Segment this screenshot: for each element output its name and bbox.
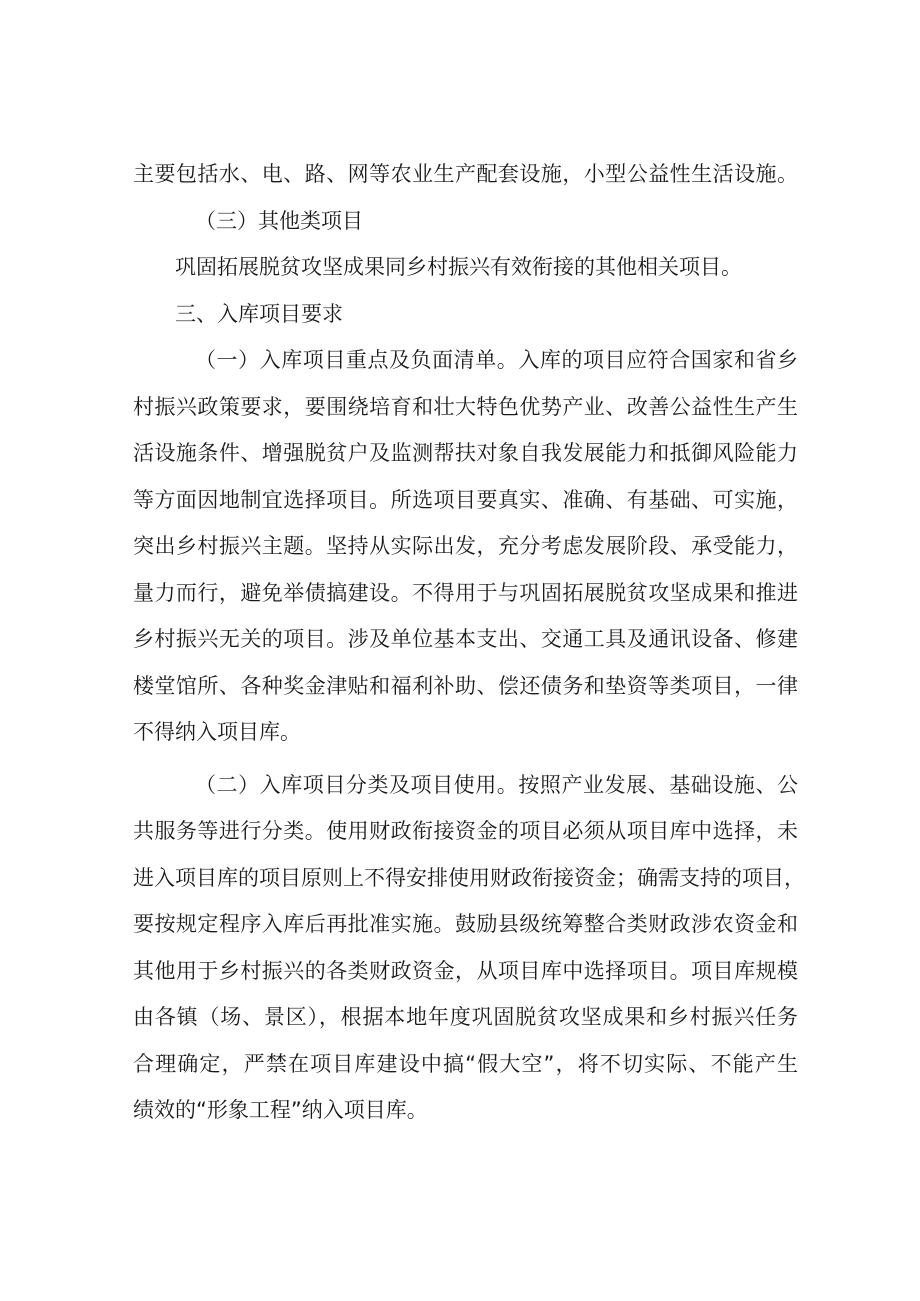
- text-line: 村振兴政策要求，要围绕培育和壮大特色优势产业、改善公益性生产生: [133, 394, 798, 419]
- text-line: 巩固拓展脱贫攻坚成果同乡村振兴有效衔接的其他相关项目。: [175, 255, 742, 279]
- text-line: 突出乡村振兴主题。坚持从实际出发，充分考虑发展阶段、承受能力，: [133, 534, 798, 558]
- text-line: 主要包括水、电、路、网等农业生产配套设施，小型公益性生活设施。: [133, 162, 798, 186]
- text-line: 等方面因地制宜选择项目。所选项目要真实、准确、有基础、可实施，: [133, 487, 798, 512]
- text-line: 进入项目库的项目原则上不得安排使用财政衔接资金；确需支持的项目，: [133, 865, 805, 890]
- text-line: 不得纳入项目库。: [133, 720, 301, 744]
- text-line: 楼堂馆所、各种奖金津贴和福利补助、偿还债务和垫资等类项目，一律: [133, 673, 798, 698]
- paragraph-start: （二）入库项目分类及项目使用。按照产业发展、基础设施、公: [195, 772, 798, 797]
- subsection-heading: （三）其他类项目: [195, 208, 363, 233]
- document-body: [133, 151, 805, 1134]
- text-line: 合理确定，严禁在项目库建设中搞“假大空”，将不切实际、不能产生: [133, 1051, 798, 1076]
- text-line: 绩效的“形象工程”纳入项目库。: [133, 1098, 428, 1122]
- paragraph-start: （一）入库项目重点及负面清单。入库的项目应符合国家和省乡: [195, 348, 798, 372]
- section-heading: 三、入库项目要求: [175, 301, 343, 326]
- text-line: 其他用于乡村振兴的各类财政资金，从项目库中选择项目。项目库规模: [133, 958, 798, 983]
- text-line: 量力而行，避免举债搞建设。不得用于与巩固拓展脱贫攻坚成果和推进: [133, 580, 798, 605]
- text-line: 由各镇（场、景区），根据本地年度巩固脱贫攻坚成果和乡村振兴任务: [133, 1005, 798, 1029]
- text-line: 乡村振兴无关的项目。涉及单位基本支出、交通工具及通讯设备、修建: [133, 627, 798, 651]
- text-line: 活设施条件、增强脱贫户及监测帮扶对象自我发展能力和抵御风险能力: [133, 441, 798, 465]
- text-line: 共服务等进行分类。使用财政衔接资金的项目必须从项目库中选择，未: [133, 819, 798, 843]
- text-line: 要按规定程序入库后再批准实施。鼓励县级统筹整合类财政涉农资金和: [133, 912, 798, 936]
